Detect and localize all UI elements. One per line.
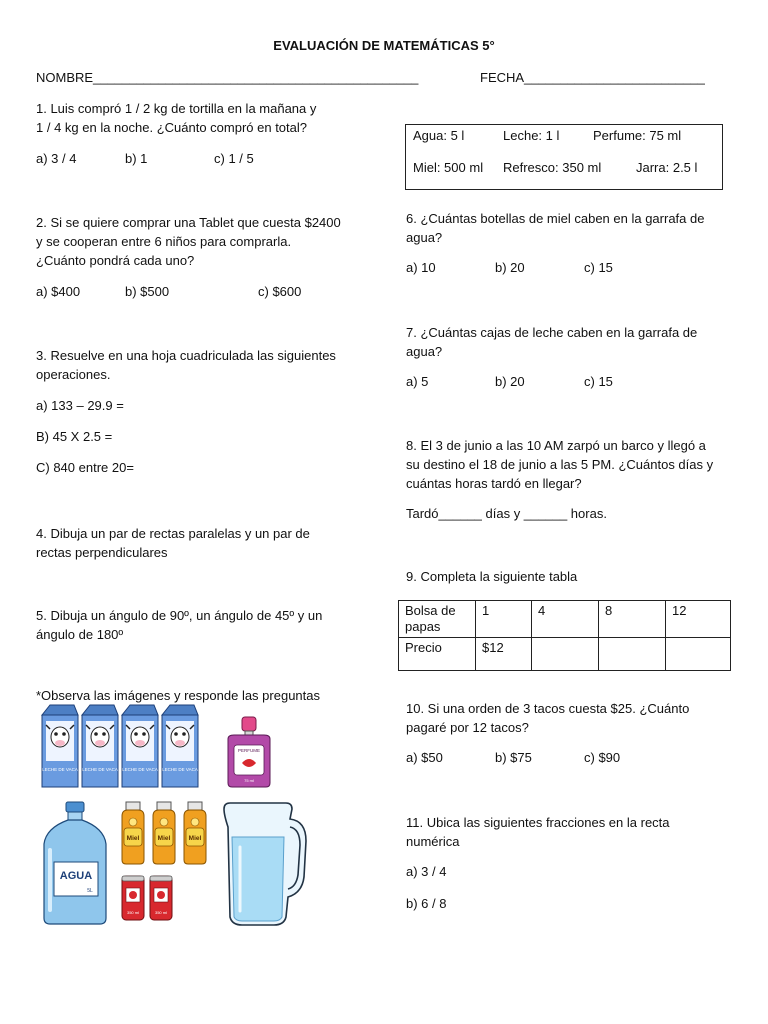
q6-option-a[interactable]: a) 10 [406,260,436,275]
question-5-line-1: 5. Dibuja un ángulo de 90º, un ángulo de 45º y un [36,608,323,623]
table-row [399,638,731,671]
question-7 [406,323,697,361]
table-cell: Precio [399,638,476,671]
q10-option-b[interactable]: b) $75 [495,750,532,765]
question-1 [36,99,316,137]
table-cell: $12 [476,638,532,671]
observe-instruction: *Observa las imágenes y responde las preguntas [36,688,320,703]
table-cell: 8 [599,601,666,638]
question-6-line-2: agua? [406,230,443,245]
question-1-line-2: 1 / 4 kg en la noche. ¿Cuánto compró en total? [36,120,308,135]
milk-label-3: LECHE DE VACA [122,767,158,772]
question-11-line-1: 11. Ubica las siguientes fracciones en la recta [406,815,670,830]
info-water: Agua: 5 l [413,128,465,143]
honey-bottles-image [118,800,214,866]
q3-item-b: B) 45 X 2.5 = [36,429,113,444]
milk-label-2: LECHE DE VACA [82,767,118,772]
question-6-line-1: 6. ¿Cuántas botellas de miel caben en la garrafa de [406,211,705,226]
honey-label-3: Miel [188,835,202,842]
question-8-line-2: su destino el 18 de junio a las 5 PM. ¿Cuántos días y [406,457,714,472]
question-8-line-1: 8. El 3 de junio a las 10 AM zarpó un barco y llegó a [406,438,706,453]
q11-item-a: a) 3 / 4 [406,864,447,879]
perfume-label: PERFUME [237,748,261,753]
question-1-line-1: 1. Luis compró 1 / 2 kg de tortilla en la mañana y [36,101,317,116]
q10-option-c[interactable]: c) $90 [584,750,621,765]
water-jug-image [40,800,110,928]
question-4 [36,524,310,562]
name-field[interactable]: NOMBRE_____________________________________________ [36,70,419,85]
q10-option-a[interactable]: a) $50 [406,750,443,765]
info-soda: Refresco: 350 ml [503,160,602,175]
q6-option-b[interactable]: b) 20 [495,260,525,275]
date-field[interactable]: FECHA_________________________ [480,70,705,85]
page-title: EVALUACIÓN DE MATEMÁTICAS 5° [273,38,495,53]
question-8 [406,436,713,493]
table-cell: 4 [532,601,599,638]
q2-option-a[interactable]: a) $400 [36,284,81,299]
q7-option-c[interactable]: c) 15 [584,374,613,389]
q2-option-c[interactable]: c) $600 [258,284,302,299]
table-cell: Bolsa de papas [399,601,476,638]
question-5-line-2: ángulo de 180º [36,627,124,642]
info-milk: Leche: 1 l [503,128,560,143]
honey-label-2: Miel [157,835,171,842]
question-3-line-2: operaciones. [36,367,111,382]
info-honey: Miel: 500 ml [413,160,484,175]
soda-volume-2: 350 ml [154,910,168,915]
q3-item-a: a) 133 – 29.9 = [36,398,124,413]
water-volume: 5L [87,888,93,894]
milk-label-4: LECHE DE VACA [162,767,198,772]
table-cell: 12 [666,601,731,638]
question-7-line-1: 7. ¿Cuántas cajas de leche caben en la garrafa de [406,325,698,340]
question-3 [36,346,336,384]
q6-option-c[interactable]: c) 15 [584,260,613,275]
table-row [399,601,731,638]
pitcher-image [222,797,310,929]
q3-item-c: C) 840 entre 20= [36,460,134,475]
table-cell-input[interactable] [532,638,599,671]
table-cell: 1 [476,601,532,638]
table-cell-input[interactable] [666,638,731,671]
q1-option-a[interactable]: a) 3 / 4 [36,151,77,166]
q1-option-b[interactable]: b) 1 [125,151,148,166]
q7-option-b[interactable]: b) 20 [495,374,525,389]
question-4-line-2: rectas perpendiculares [36,545,168,560]
question-8-line-3: cuántas horas tardó en llegar? [406,476,582,491]
soda-volume-1: 350 ml [126,910,140,915]
table-cell-input[interactable] [599,638,666,671]
milk-label-1: LECHE DE VACA [42,767,78,772]
info-pitcher: Jarra: 2.5 l [636,160,698,175]
question-6 [406,209,704,247]
perfume-volume: 75 ml [244,778,254,783]
price-table [398,600,731,671]
q1-option-c[interactable]: c) 1 / 5 [214,151,254,166]
question-2 [36,213,341,270]
honey-label-1: Miel [126,835,140,842]
q11-item-b: b) 6 / 8 [406,896,447,911]
question-2-line-2: y se cooperan entre 6 niños para comprarla. [36,234,292,249]
milk-cartons-image [40,703,200,791]
question-10 [406,699,689,737]
question-2-line-3: ¿Cuánto pondrá cada uno? [36,253,195,268]
question-10-line-2: pagaré por 12 tacos? [406,720,529,735]
question-2-line-1: 2. Si se quiere comprar una Tablet que cuesta $2400 [36,215,341,230]
question-11-line-2: numérica [406,834,460,849]
question-11 [406,813,670,851]
question-10-line-1: 10. Si una orden de 3 tacos cuesta $25. ¿Cuánto [406,701,690,716]
info-perfume: Perfume: 75 ml [593,128,682,143]
question-3-line-1: 3. Resuelve en una hoja cuadriculada las siguientes [36,348,336,363]
question-4-line-1: 4. Dibuja un par de rectas paralelas y un par de [36,526,310,541]
perfume-image [222,715,276,790]
q7-option-a[interactable]: a) 5 [406,374,429,389]
soda-cans-image [120,872,176,924]
q8-answer-line[interactable]: Tardó______ días y ______ horas. [406,506,607,521]
question-5 [36,606,322,644]
water-label: AGUA [59,870,93,882]
q2-option-b[interactable]: b) $500 [125,284,170,299]
question-7-line-2: agua? [406,344,443,359]
question-9: 9. Completa la siguiente tabla [406,569,578,584]
